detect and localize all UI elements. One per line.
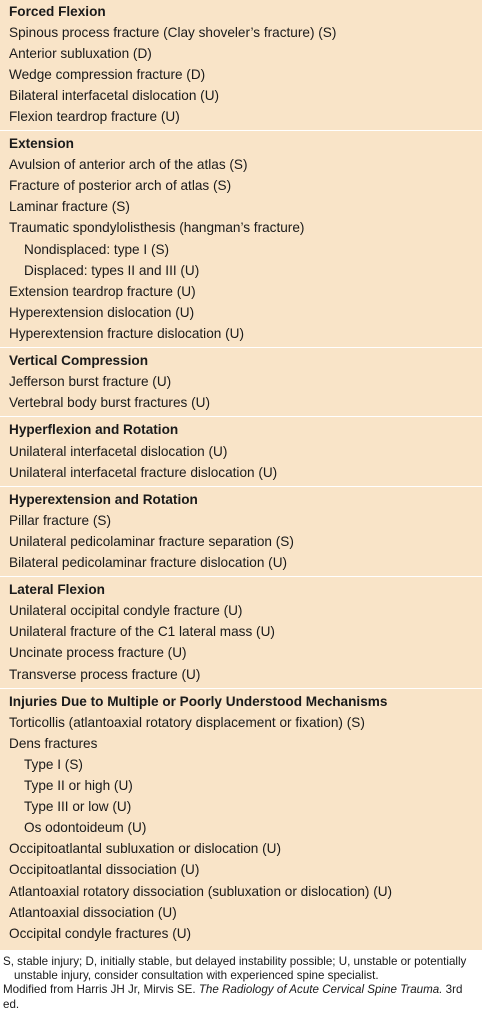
injury-row: Occipital condyle fractures (U): [9, 926, 192, 941]
section-divider: [0, 416, 482, 417]
section-heading: Injuries Due to Multiple or Poorly Understood Mechanisms: [9, 694, 388, 709]
injury-row: Pillar fracture (S): [9, 513, 111, 528]
source-suffix: 3rd ed.: [3, 983, 463, 1011]
legend-line-2: unstable injury, consider consultation with experienced spine specialist.: [14, 969, 379, 983]
subtype-row: Displaced: types II and III (U): [24, 263, 200, 278]
injury-row: Uncinate process fracture (U): [9, 645, 187, 660]
injury-row: Unilateral fracture of the C1 lateral mass (U): [9, 624, 275, 639]
injury-row: Flexion teardrop fracture (U): [9, 109, 180, 124]
legend-line-1: S, stable injury; D, initially stable, but delayed instability possible; U, unstable or potentially: [3, 955, 467, 968]
injury-row: Occipitoatlantal subluxation or dislocation (U): [9, 841, 282, 856]
injury-row: Vertebral body burst fractures (U): [9, 395, 210, 410]
section-divider: [0, 576, 482, 577]
injury-row: Anterior subluxation (D): [9, 46, 152, 61]
injury-row: Avulsion of anterior arch of the atlas (S): [9, 157, 248, 172]
injury-row: Torticollis (atlantoaxial rotatory displacement or fixation) (S): [9, 715, 365, 730]
table-footnote: [3, 955, 479, 1012]
injury-row: Unilateral occipital condyle fracture (U): [9, 603, 243, 618]
injury-row: Traumatic spondylolisthesis (hangman’s fracture): [9, 220, 305, 235]
subtype-row: Type III or low (U): [24, 799, 132, 814]
source-prefix: Modified from Harris JH Jr, Mirvis SE.: [3, 983, 199, 997]
section-heading: Vertical Compression: [9, 353, 149, 368]
injury-row: Atlantoaxial dissociation (U): [9, 905, 177, 920]
injury-row: Hyperextension dislocation (U): [9, 305, 195, 320]
section-divider: [0, 486, 482, 487]
injury-row: Unilateral interfacetal fracture dislocation (U): [9, 465, 278, 480]
injury-row: Fracture of posterior arch of atlas (S): [9, 178, 232, 193]
injury-row: Transverse process fracture (U): [9, 667, 201, 682]
injury-row: Unilateral pedicolaminar fracture separation (S): [9, 534, 294, 549]
section-heading: Hyperextension and Rotation: [9, 492, 198, 507]
section-heading: Hyperflexion and Rotation: [9, 422, 179, 437]
injury-row: Atlantoaxial rotatory dissociation (subluxation or dislocation) (U): [9, 884, 393, 899]
injury-row: Jefferson burst fracture (U): [9, 374, 172, 389]
section-divider: [0, 130, 482, 131]
injury-row: Bilateral pedicolaminar fracture dislocation (U): [9, 555, 288, 570]
section-heading: Extension: [9, 136, 74, 151]
subtype-row: Type II or high (U): [24, 778, 133, 793]
section-divider: [0, 347, 482, 348]
injury-row: Dens fractures: [9, 736, 98, 751]
subtype-row: Os odontoideum (U): [24, 820, 147, 835]
injury-row: Unilateral interfacetal dislocation (U): [9, 444, 228, 459]
section-divider: [0, 688, 482, 689]
section-heading: Lateral Flexion: [9, 582, 105, 597]
injury-row: Bilateral interfacetal dislocation (U): [9, 88, 220, 103]
injury-row: Extension teardrop fracture (U): [9, 284, 196, 299]
injury-row: Laminar fracture (S): [9, 199, 130, 214]
injury-row: Wedge compression fracture (D): [9, 67, 206, 82]
source-title: The Radiology of Acute Cervical Spine Trauma.: [198, 983, 443, 997]
subtype-row: Nondisplaced: type I (S): [24, 242, 170, 257]
section-heading: Forced Flexion: [9, 4, 106, 19]
injury-row: Spinous process fracture (Clay shoveler’s fracture) (S): [9, 25, 337, 40]
subtype-row: Type I (S): [24, 757, 83, 772]
source-citation: [3, 983, 479, 1011]
injury-row: Hyperextension fracture dislocation (U): [9, 326, 244, 341]
injury-row: Occipitoatlantal dissociation (U): [9, 862, 200, 877]
